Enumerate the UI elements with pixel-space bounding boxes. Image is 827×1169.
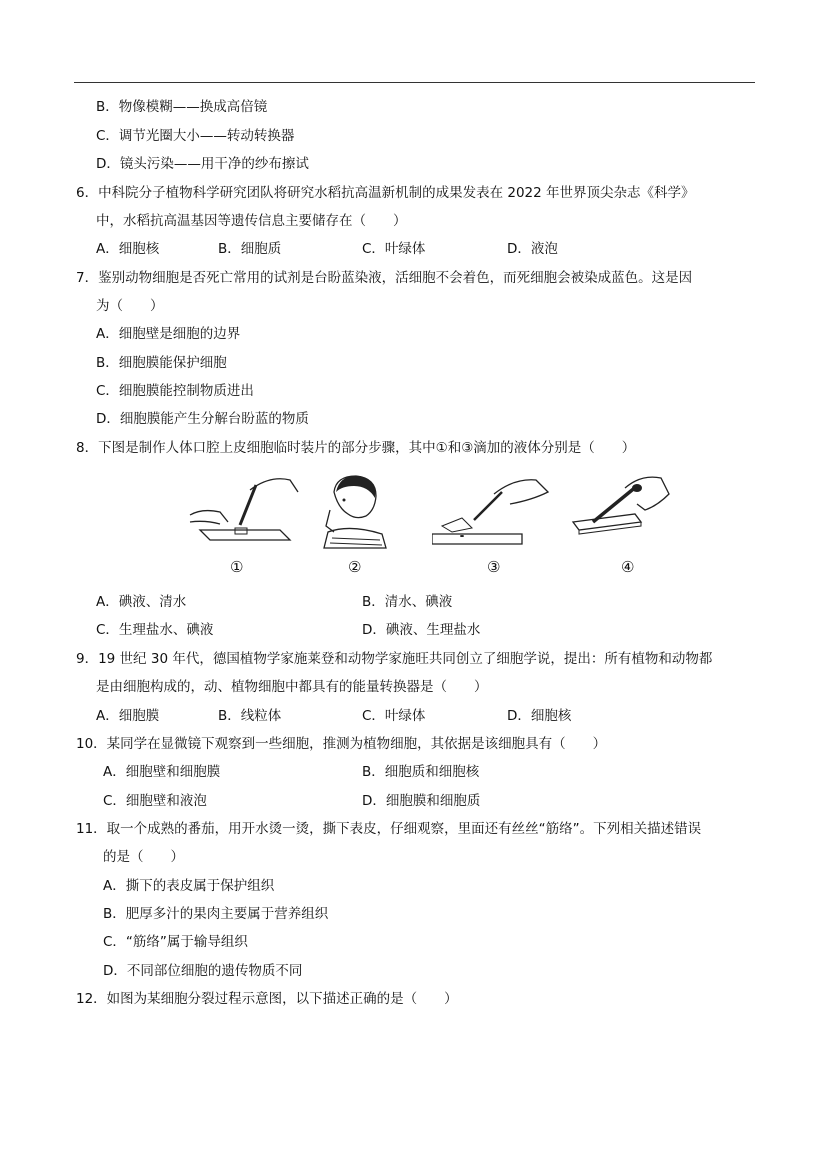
q7-stem-line2: 为（ ） [96,298,164,314]
q9-option-c: C．叶绿体 [362,708,426,724]
q6-option-b: B．细胞质 [218,241,282,257]
q12-stem: 12．如图为某细胞分裂过程示意图，以下描述正确的是（ ） [76,991,458,1007]
q9-option-d: D．细胞核 [507,708,572,724]
q7-option-a: A．细胞壁是细胞的边界 [96,326,241,342]
q11-stem-line1: 11．取一个成熟的番茄，用开水烫一烫，撕下表皮，仔细观察，里面还有丝丝“筋络”。下列相关描述错误 [76,821,702,837]
q9-option-b: B．线粒体 [218,708,282,724]
q9-stem-line2: 是由细胞构成的，动、植物细胞中都具有的能量转换器是（ ） [96,679,488,695]
q10-option-d: D．细胞膜和细胞质 [362,793,481,809]
q8-figure-label-4: ④ [621,558,635,576]
q6-option-d: D．液泡 [507,241,558,257]
q9-option-a: A．细胞膜 [96,708,160,724]
q8-step1-illustration [180,470,300,550]
q6-option-c: C．叶绿体 [362,241,426,257]
q6-stem-line1: 6．中科院分子植物科学研究团队将研究水稻抗高温新机制的成果发表在 2022 年世界顶尖杂志《科学》 [76,185,695,201]
q8-option-a: A．碘液、清水 [96,594,187,610]
q11-option-a: A．撕下的表皮属于保护组织 [103,878,275,894]
q7-stem-line1: 7．鉴别动物细胞是否死亡常用的试剂是台盼蓝染液，活细胞不会着色，而死细胞会被染成蓝色。这是因 [76,270,693,286]
q7-option-b: B．细胞膜能保护细胞 [96,355,227,371]
q8-option-d: D．碘液、生理盐水 [362,622,481,638]
q10-option-a: A．细胞壁和细胞膜 [103,764,221,780]
q11-stem-line2: 的是（ ） [103,849,184,865]
q6-option-a: A．细胞核 [96,241,160,257]
q8-figure [170,470,670,580]
q7-option-d: D．细胞膜能产生分解台盼蓝的物质 [96,411,309,427]
header-rule [74,82,755,83]
q8-step4-illustration [565,470,675,550]
q9-stem-line1: 9．19 世纪 30 年代，德国植物学家施莱登和动物学家施旺共同创立了细胞学说，提出：所有植物和动物都 [76,651,713,667]
q8-stem: 8．下图是制作人体口腔上皮细胞临时装片的部分步骤，其中①和③滴加的液体分别是（ ） [76,440,636,456]
q11-option-d: D．不同部位细胞的遗传物质不同 [103,963,303,979]
q5-option-d: D．镜头污染——用干净的纱布擦试 [96,156,309,172]
q11-option-c: C．“筋络”属于输导组织 [103,934,248,950]
q10-option-c: C．细胞壁和液泡 [103,793,207,809]
q8-figure-label-2: ② [348,558,362,576]
q7-option-c: C．细胞膜能控制物质进出 [96,383,254,399]
q5-option-c: C．调节光圈大小——转动转换器 [96,128,295,144]
q8-figure-label-1: ① [230,558,244,576]
q8-step3-illustration [432,470,552,550]
q5-option-b: B．物像模糊——换成高倍镜 [96,99,268,115]
q8-figure-label-3: ③ [487,558,501,576]
q10-option-b: B．细胞质和细胞核 [362,764,480,780]
q6-stem-line2: 中，水稻抗高温基因等遗传信息主要储存在（ ） [96,213,407,229]
q11-option-b: B．肥厚多汁的果肉主要属于营养组织 [103,906,329,922]
q8-option-b: B．清水、碘液 [362,594,453,610]
q10-stem: 10．某同学在显微镜下观察到一些细胞，推测为植物细胞，其依据是该细胞具有（ ） [76,736,607,752]
q8-step2-illustration [320,470,390,550]
q8-option-c: C．生理盐水、碘液 [96,622,214,638]
